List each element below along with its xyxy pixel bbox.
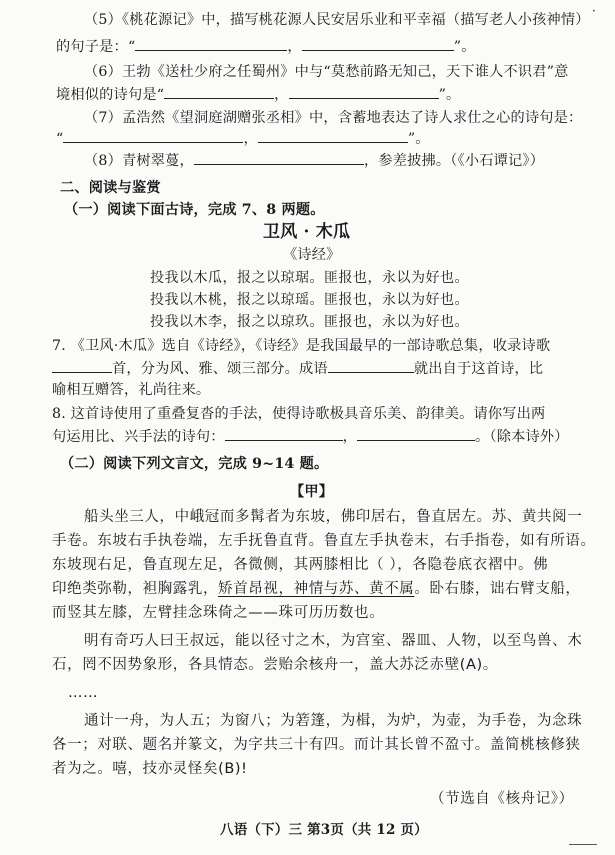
part1-heading: （一）阅读下面古诗，完成 7、8 两题。 bbox=[64, 202, 325, 218]
q6-prefix: 境相似的诗句是“ bbox=[56, 87, 165, 103]
q7-blank-1[interactable] bbox=[63, 128, 243, 143]
section-heading: 二、阅读与鉴赏 bbox=[60, 180, 161, 196]
passage-ellipsis: …… bbox=[68, 685, 99, 701]
read-q8-comma: ， bbox=[342, 429, 358, 445]
read-q7-text: 7. 《卫风·木瓜》选自《诗经》，《诗经》是我国最早的一部诗歌总集，收录诗歌 bbox=[52, 338, 551, 354]
q5-comma: ， bbox=[287, 39, 302, 55]
q7-suffix: ”。 bbox=[407, 131, 430, 147]
passage-p1-line-1: 船头坐三人，中峨冠而多髯者为东坡，佛印居右，鲁直居左。苏、黄共阅一 bbox=[84, 509, 583, 525]
part2-heading: （二）阅读下列文言文，完成 9~14 题。 bbox=[60, 456, 329, 472]
q6-text: （6）王勃《送杜少府之任蜀州》中与“莫愁前路无知己，天下谁人不识君”意 bbox=[84, 64, 569, 80]
passage-p3-line-2: 各一；对联、题名并篆文，为字共三十有四。而计其长曾不盈寸。盖简桃核修狭 bbox=[52, 737, 581, 753]
passage-p1-line-4-start: 印绝类弥勒，袒胸露乳， bbox=[52, 581, 219, 597]
q5-text: （5）《桃花源记》中，描写桃花源人民安居乐业和平幸福（描写老人小孩神情） bbox=[84, 12, 590, 28]
read-q7-tail: 就出自于这首诗，比 bbox=[413, 361, 544, 377]
q5-prefix: 的句子是：“ bbox=[56, 39, 136, 55]
q7-prefix: “ bbox=[56, 131, 64, 147]
q5-blank-2[interactable] bbox=[302, 36, 454, 51]
poem-line-2: 投我以木桃，报之以琼瑶。匪报也，永以为好也。 bbox=[150, 292, 469, 308]
q6-comma: ， bbox=[274, 87, 289, 103]
q6-blank-2[interactable] bbox=[289, 84, 439, 99]
underlined-sentence: 矫首昂视，神情与苏、黄不属 bbox=[218, 581, 415, 597]
poem-title: 卫风 · 木瓜 bbox=[263, 222, 351, 242]
passage-p1-line-5: 而竖其左膝，左臂挂念珠倚之——珠可历历数也。 bbox=[52, 605, 385, 621]
q7-comma: ， bbox=[243, 131, 258, 147]
read-q7-blank-1[interactable] bbox=[52, 358, 112, 373]
read-q7-text-2: 喻相互赠答，礼尚往来。 bbox=[52, 382, 211, 398]
q6-suffix: ”。 bbox=[438, 87, 461, 103]
corner-scan-mark bbox=[569, 844, 597, 851]
passage-label: 【甲】 bbox=[290, 484, 334, 500]
passage-source: （节选自《核舟记》） bbox=[430, 791, 574, 807]
page-footer: 八语（下）三 第3页（共 12 页） bbox=[220, 822, 428, 838]
q5-blank-1[interactable] bbox=[135, 36, 287, 51]
poem-source: 《诗经》 bbox=[283, 247, 341, 263]
read-q8-suffix: 。（除本诗外） bbox=[475, 429, 569, 445]
passage-p1-line-4-end: 。卧右膝，诎右臂支船， bbox=[414, 581, 581, 597]
read-q8-text: 8. 这首诗使用了重叠复沓的手法，使得诗歌极具音乐美、韵律美。请你写出两 bbox=[52, 406, 546, 422]
read-q8-blank-1[interactable] bbox=[225, 426, 343, 441]
scan-dot-mark: · bbox=[592, 4, 596, 18]
q7-answer-line bbox=[56, 128, 430, 149]
q8-suffix: ，参差披拂。（《小石谭记》） bbox=[363, 153, 545, 169]
q5-answer-line bbox=[56, 36, 476, 57]
q8-prefix: （8）青树翠蔓， bbox=[84, 153, 194, 169]
q8-line bbox=[84, 150, 544, 171]
read-q7-blank-2[interactable] bbox=[328, 358, 414, 373]
read-q8-prefix: 句运用比、兴手法的诗句： bbox=[52, 429, 225, 445]
passage-p3-line-3: 者为之。嘻，技亦灵怪矣(B)! bbox=[52, 761, 248, 777]
poem-line-3: 投我以木李，报之以琼玖。匪报也，永以为好也。 bbox=[150, 314, 469, 330]
q7-text: （7）孟浩然《望洞庭湖赠张丞相》中，含蓄地表达了诗人求仕之心的诗句是： bbox=[84, 110, 583, 126]
passage-p1-line-4 bbox=[52, 579, 581, 599]
poem-line-1: 投我以木瓜，报之以琼琚。匪报也，永以为好也。 bbox=[150, 270, 469, 286]
read-q7-answer-line bbox=[52, 358, 543, 379]
q6-answer-line bbox=[56, 84, 460, 105]
q6-blank-1[interactable] bbox=[164, 84, 274, 99]
read-q8-answer-line bbox=[52, 426, 569, 447]
q8-blank[interactable] bbox=[194, 150, 364, 165]
passage-p1-line-2: 手卷。东坡右手执卷端，左手抚鲁直背。鲁直左手执卷末，右手指卷，如有所语。 bbox=[52, 533, 596, 549]
passage-p2-line-2: 石，罔不因势象形，各具情态。尝贻余核舟一，盖大苏泛赤壁(A)。 bbox=[52, 657, 498, 673]
read-q8-blank-2[interactable] bbox=[357, 426, 475, 441]
passage-p1-line-3: 东坡现右足，鲁直现左足，各微侧，其两膝相比（ ），各隐卷底衣褶中。佛 bbox=[52, 557, 549, 573]
passage-p3-line-1: 通计一舟，为人五；为窗八；为箬篷，为楫，为炉，为壶，为手卷，为念珠 bbox=[84, 713, 583, 729]
q7-blank-2[interactable] bbox=[258, 128, 408, 143]
read-q7-mid: 首，分为风、雅、颂三部分。成语 bbox=[112, 361, 328, 377]
passage-p2-line-1: 明有奇巧人曰王叔远，能以径寸之木，为宫室、器皿、人物，以至鸟兽、木 bbox=[84, 633, 583, 649]
q5-suffix: ”。 bbox=[453, 39, 476, 55]
